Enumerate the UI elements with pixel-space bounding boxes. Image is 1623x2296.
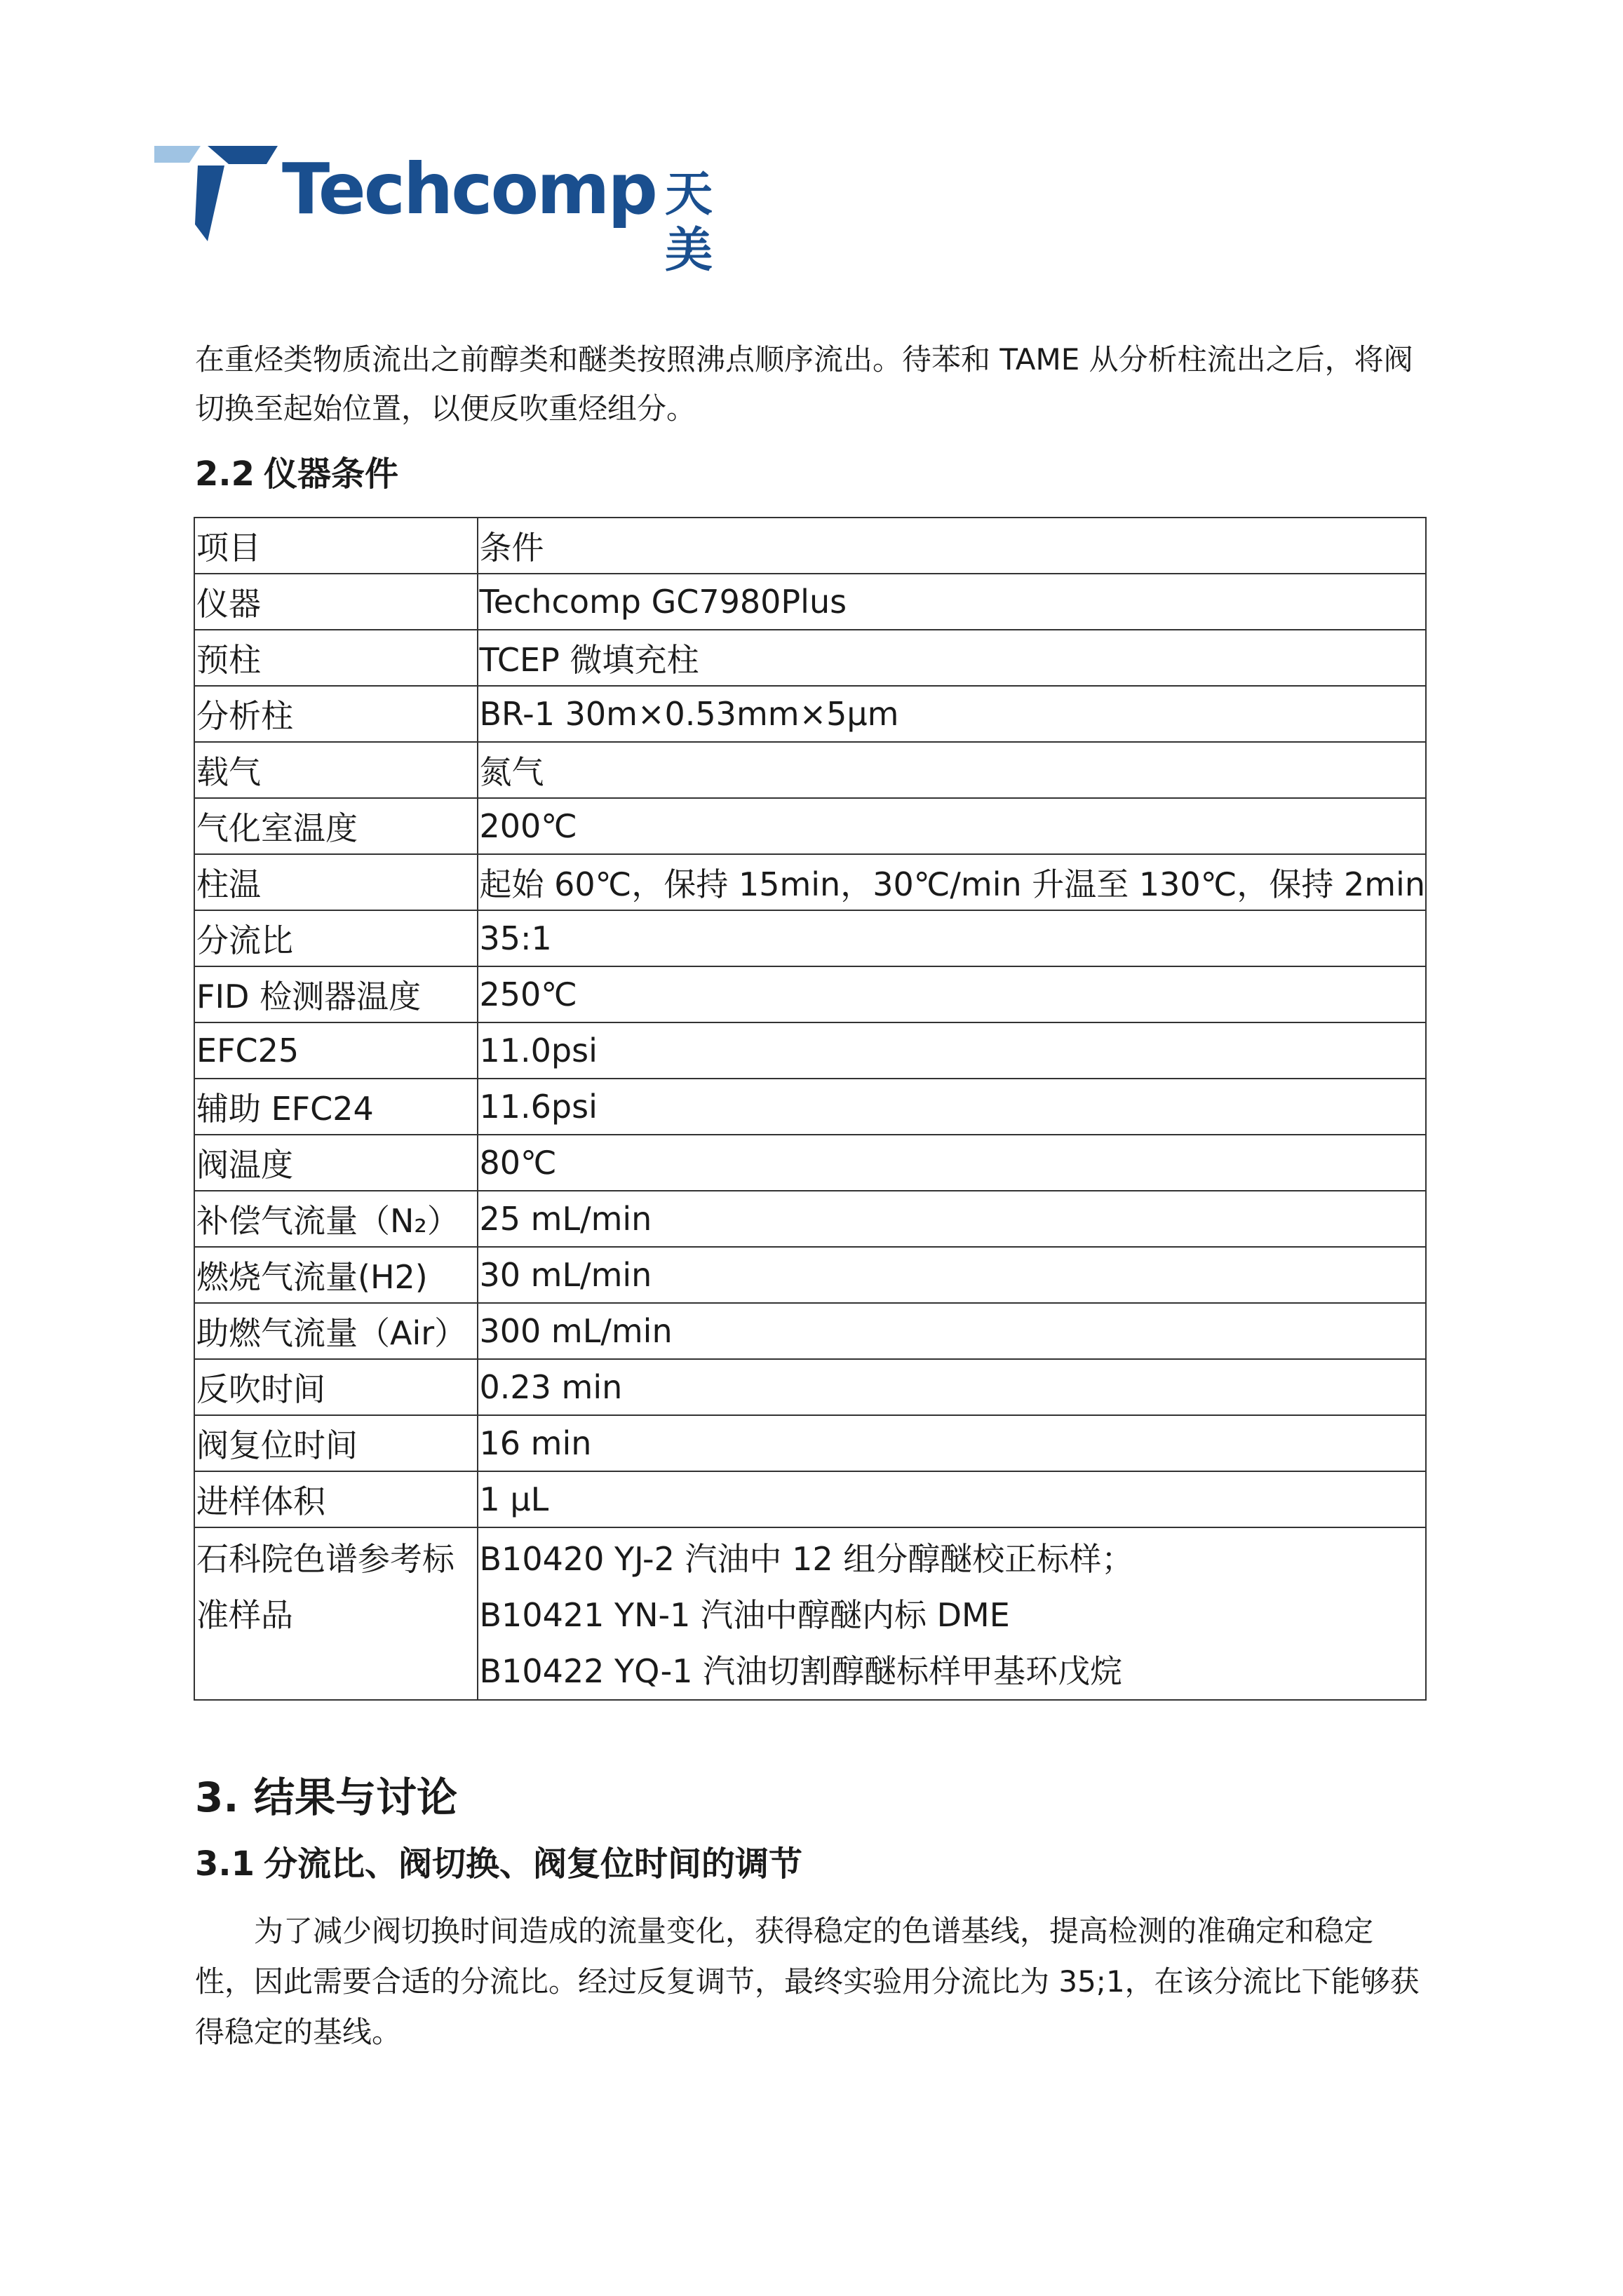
- table-cell-condition: 16 min: [478, 1415, 1427, 1471]
- table-row: [194, 630, 1426, 686]
- section-heading-3: [195, 1773, 457, 1822]
- section-number: 3.1: [195, 1844, 255, 1884]
- table-header-row: [194, 518, 1426, 574]
- instrument-conditions-table: [194, 517, 1427, 1701]
- table-cell-item: FID 检测器温度: [194, 966, 478, 1022]
- table-cell-condition: BR-1 30m×0.53mm×5μm: [478, 686, 1427, 742]
- section-heading-2-2: [195, 453, 398, 495]
- section-title: 分流比、阀切换、阀复位时间的调节: [264, 1844, 803, 1884]
- table-cell-line: B10422 YQ-1 汽油切割醇醚标样甲基环戊烷: [479, 1652, 1123, 1690]
- table-cell-condition: 250℃: [478, 966, 1427, 1022]
- table-cell-line: 石科院色谱参考标: [196, 1540, 454, 1578]
- table-cell-item: [194, 1527, 478, 1700]
- techcomp-t-logo-icon: [154, 146, 288, 241]
- table-cell-item: 阀温度: [194, 1135, 478, 1191]
- table-cell-item: 预柱: [194, 630, 478, 686]
- section-title: 仪器条件: [264, 454, 399, 494]
- table-cell-item: 载气: [194, 742, 478, 798]
- table-row: [194, 742, 1426, 798]
- table-cell-item: 阀复位时间: [194, 1415, 478, 1471]
- table-cell-condition: 0.23 min: [478, 1359, 1427, 1415]
- table-row: [194, 1135, 1426, 1191]
- brand-name-cn: 天美: [665, 167, 713, 278]
- table-row: [194, 966, 1426, 1022]
- table-cell-condition: 30 mL/min: [478, 1247, 1427, 1303]
- table-cell-item: 助燃气流量（Air）: [194, 1303, 478, 1359]
- brand-name: Techcomp: [282, 148, 656, 230]
- table-row: [194, 854, 1426, 910]
- table-cell-condition: Techcomp GC7980Plus: [478, 574, 1427, 630]
- table-row: [194, 1191, 1426, 1247]
- table-row: [194, 1471, 1426, 1527]
- table-header-cell: 条件: [478, 518, 1427, 574]
- table-cell-item: 反吹时间: [194, 1359, 478, 1415]
- table-row: [194, 1022, 1426, 1079]
- body-paragraph: 为了减少阀切换时间造成的流量变化，获得稳定的色谱基线，提高检测的准确定和稳定性，因此需要合适的分流比。经过反复调节，最终实验用分流比为 35;1，在该分流比下能够获得稳定的基线。: [195, 1914, 1420, 2049]
- table-row: [194, 798, 1426, 854]
- table-cell-condition: 35:1: [478, 910, 1427, 966]
- table-cell-condition: 300 mL/min: [478, 1303, 1427, 1359]
- table-header-cell: 项目: [194, 518, 478, 574]
- table-row: [194, 686, 1426, 742]
- table-row: [194, 1247, 1426, 1303]
- section-number: 3.: [195, 1774, 239, 1821]
- table-cell-item: 辅助 EFC24: [194, 1079, 478, 1135]
- table-row: [194, 1079, 1426, 1135]
- table-cell-condition: 1 μL: [478, 1471, 1427, 1527]
- table-row: [194, 1359, 1426, 1415]
- table-cell-condition: 氮气: [478, 742, 1427, 798]
- table-cell-condition: 80℃: [478, 1135, 1427, 1191]
- table-cell-condition: [478, 1527, 1427, 1700]
- table-cell-condition: 起始 60℃，保持 15min，30℃/min 升温至 130℃，保持 2min: [478, 854, 1427, 910]
- table-cell-condition: 25 mL/min: [478, 1191, 1427, 1247]
- table-cell-line: B10421 YN-1 汽油中醇醚内标 DME: [479, 1596, 1010, 1634]
- table-cell-item: EFC25: [194, 1022, 478, 1079]
- table-row: [194, 1415, 1426, 1471]
- table-row: [194, 910, 1426, 966]
- section-heading-3-1: [195, 1843, 802, 1885]
- table-row: [194, 1303, 1426, 1359]
- section-number: 2.2: [195, 454, 255, 494]
- table-cell-item: 分析柱: [194, 686, 478, 742]
- table-cell-item: 柱温: [194, 854, 478, 910]
- table-cell-item: 进样体积: [194, 1471, 478, 1527]
- table-cell-condition: 11.0psi: [478, 1022, 1427, 1079]
- table-cell-item: 燃烧气流量(H2): [194, 1247, 478, 1303]
- section-title: 结果与讨论: [254, 1774, 458, 1821]
- table-cell-condition: 200℃: [478, 798, 1427, 854]
- table-cell-condition: 11.6psi: [478, 1079, 1427, 1135]
- table-cell-item: 气化室温度: [194, 798, 478, 854]
- table-cell-line: 准样品: [196, 1596, 293, 1634]
- table-cell-line: B10420 YJ-2 汽油中 12 组分醇醚校正标样；: [479, 1540, 1134, 1578]
- table-cell-condition: TCEP 微填充柱: [478, 630, 1427, 686]
- table-row: [194, 1527, 1426, 1700]
- table-cell-item: 仪器: [194, 574, 478, 630]
- table-cell-item: 补偿气流量（N₂）: [194, 1191, 478, 1247]
- table-cell-item: 分流比: [194, 910, 478, 966]
- intro-paragraph: 在重烃类物质流出之前醇类和醚类按照沸点顺序流出。待苯和 TAME 从分析柱流出之后，将阀切换至起始位置，以便反吹重烃组分。: [195, 342, 1413, 426]
- table-row: [194, 574, 1426, 630]
